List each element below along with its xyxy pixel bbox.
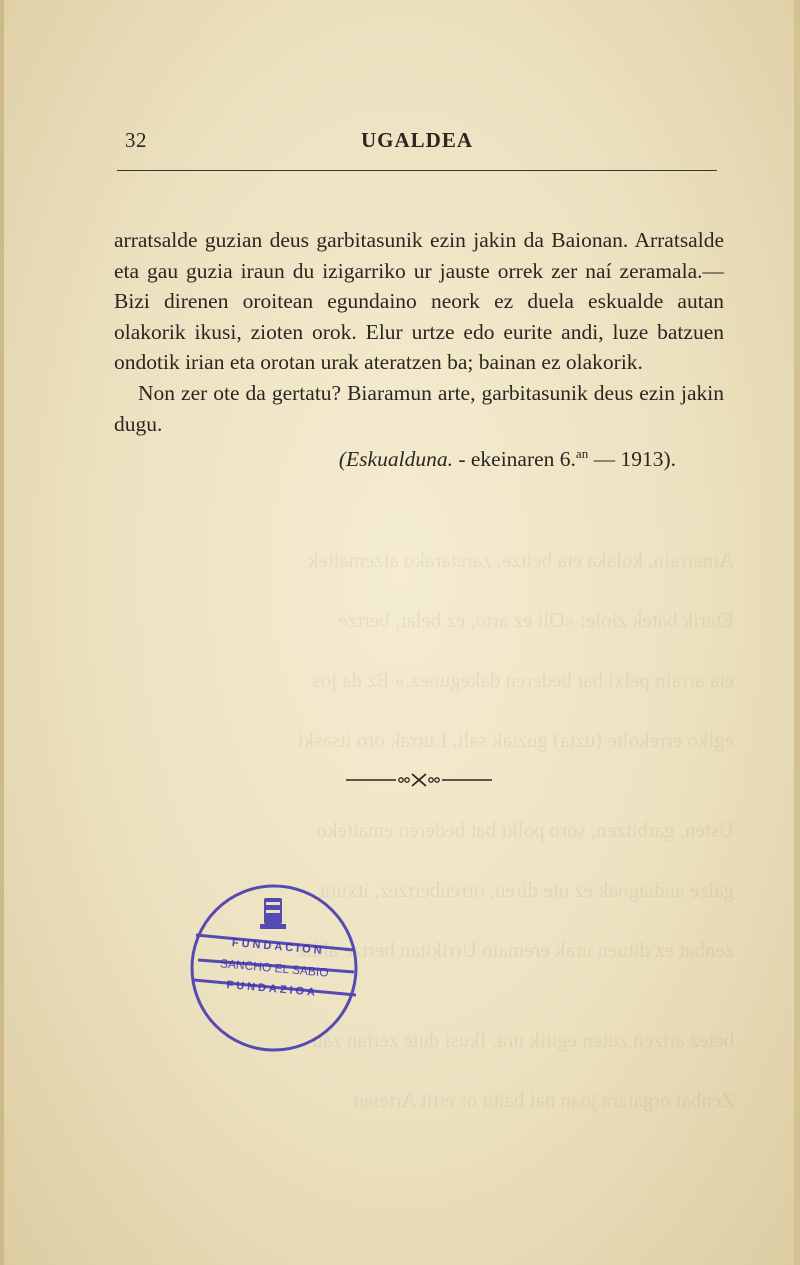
bleed-through-text: zenbat ez dituen urak eremain Urrikitan bertze aldiz xyxy=(297,938,734,962)
ornament-icon xyxy=(344,770,494,790)
bleed-through-text: betez artzen zuten egitik ura. Ikusi dute zertan zau xyxy=(312,1028,734,1052)
bleed-through-text: egiko errekolte (uzta) guziak sali. Lurrak oro itsaski xyxy=(297,728,734,752)
bleed-through-text: Etarik batek ziole: «Oli ez arto, ez belar, bertze xyxy=(338,608,734,632)
source-date: - ekeinaren 6. xyxy=(452,447,576,472)
bleed-through-text: Amarrain, kolaka eta beitze, zaretarako atzemaitek xyxy=(307,548,734,572)
source-year: — 1913). xyxy=(588,447,676,472)
source-date-superscript: an xyxy=(575,446,589,462)
bleed-through-text: eta arrain pelxi bat bederen dakegunez.» Ez da jos xyxy=(312,668,734,692)
library-stamp-seal xyxy=(186,880,366,1060)
running-title: UGALDEA xyxy=(360,128,473,152)
stamp-line-1: FUNDACION xyxy=(231,936,326,958)
bleed-through-text: Usten, garbitzen, soro polki bat bederen emaiteko xyxy=(316,818,734,842)
ornament-divider xyxy=(344,770,494,790)
library-stamp xyxy=(186,880,366,1060)
bleed-through-text: Zenbat orgatara joan nai baitu or ertit Arteian xyxy=(353,1088,734,1112)
stamp-line-2: SANCHO EL SABIO xyxy=(219,956,330,980)
bleed-through-text: galze andiagoak ez ote diren, orrenbertzez, itxura xyxy=(320,878,734,902)
header-rule xyxy=(117,170,717,171)
stamp-line-3: FUNDAZIOA xyxy=(226,979,319,999)
page-number: 32 xyxy=(125,128,147,152)
source-publication: (Eskualduna. xyxy=(338,447,453,472)
paragraph: arratsalde guzian deus garbitasunik ezin jakin da Baionan. Arratsalde eta gau guzia iraun du izigarriko ur jauste orrek zer naí zeramala.—Bizi direnen oroitean egundaino neork ez duela eskualde autan olakorik ikusi, zioten orok. Elur urtze edo eurite andi, luze batzuen ondotik irian eta orotan urak ateratzen ba; bainan ez olakorik. xyxy=(114,228,724,375)
source-citation xyxy=(114,439,724,475)
body-text xyxy=(114,225,724,475)
paragraph: Non zer ote da gertatu? Biaramun arte, garbitasunik deus ezin jakin dugu. xyxy=(114,380,724,436)
page-header xyxy=(117,128,717,160)
